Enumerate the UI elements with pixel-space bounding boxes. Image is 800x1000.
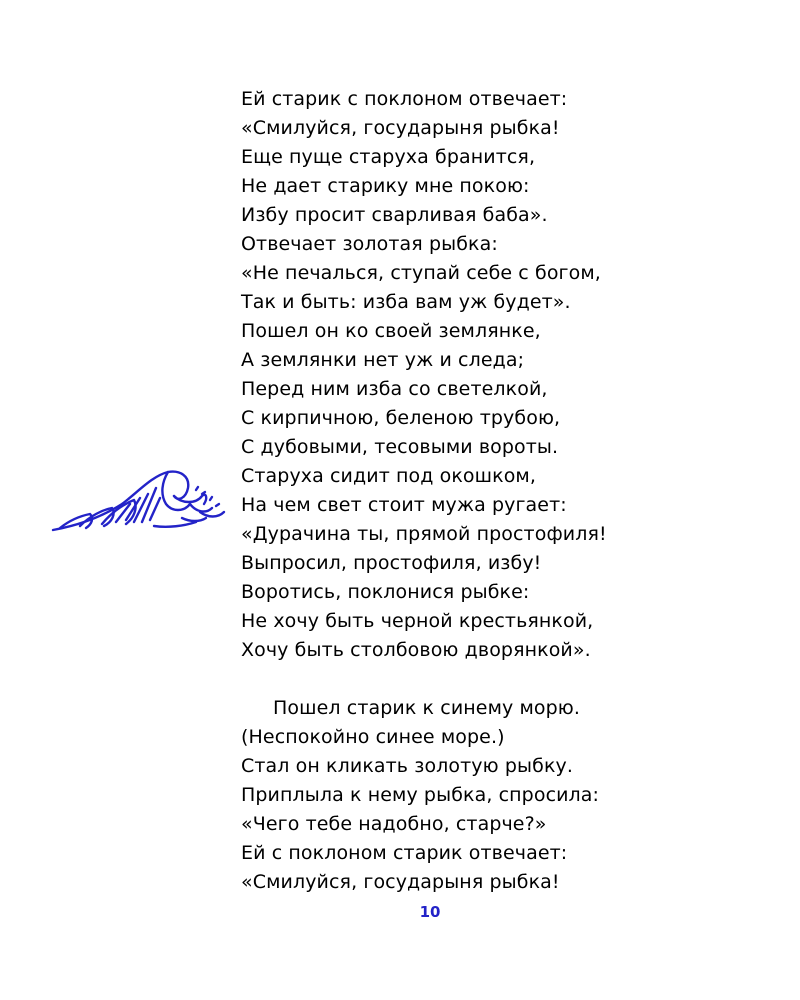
poem-line: Выпросил, простофиля, избу!	[241, 552, 542, 574]
poem-line: Отвечает золотая рыбка:	[241, 233, 498, 255]
poem-line: «Дурачина ты, прямой простофиля!	[241, 523, 607, 545]
poem-line: «Не печалься, ступай себе с богом,	[241, 262, 601, 284]
poem-line: Ей старик с поклоном отвечает:	[241, 88, 568, 110]
poem-line: «Чего тебе надобно, старче?»	[241, 813, 547, 835]
poem-line: «Смилуйся, государыня рыбка!	[241, 117, 560, 139]
poem-line: Стал он кликать золотую рыбку.	[241, 755, 574, 777]
poem-line: Ей с поклоном старик отвечает:	[241, 842, 568, 864]
poem-text	[241, 85, 761, 897]
poem-line: Избу просит сварливая баба».	[241, 204, 548, 226]
poem-line: Приплыла к нему рыбка, спросила:	[241, 784, 600, 806]
poem-line: Не хочу быть черной крестьянкой,	[241, 610, 594, 632]
poem-line: Воротись, поклонися рыбке:	[241, 581, 530, 603]
poem-line: Перед ним изба со светелкой,	[241, 378, 548, 400]
poem-line: А землянки нет уж и следа;	[241, 349, 525, 371]
poem-line: «Смилуйся, государыня рыбка!	[241, 871, 560, 893]
poem-line: Пошел старик к синему морю.	[273, 697, 581, 719]
poem-line: Так и быть: изба вам уж будет».	[241, 291, 571, 313]
page-number: 10	[419, 903, 441, 921]
sea-wave-icon	[50, 468, 230, 540]
poem-line: С кирпичною, беленою трубою,	[241, 407, 561, 429]
poem-line: На чем свет стоит мужа ругает:	[241, 494, 567, 516]
poem-line: Старуха сидит под окошком,	[241, 465, 537, 487]
poem-line: Хочу быть столбовою дворянкой».	[241, 639, 591, 661]
stanza-break	[241, 665, 761, 694]
poem-line: Еще пуще старуха бранится,	[241, 146, 536, 168]
poem-line: Пошел он ко своей землянке,	[241, 320, 541, 342]
poem-line: Не дает старику мне покою:	[241, 175, 530, 197]
poem-line: (Неспокойно синее море.)	[241, 726, 505, 748]
poem-line: С дубовыми, тесовыми вороты.	[241, 436, 559, 458]
